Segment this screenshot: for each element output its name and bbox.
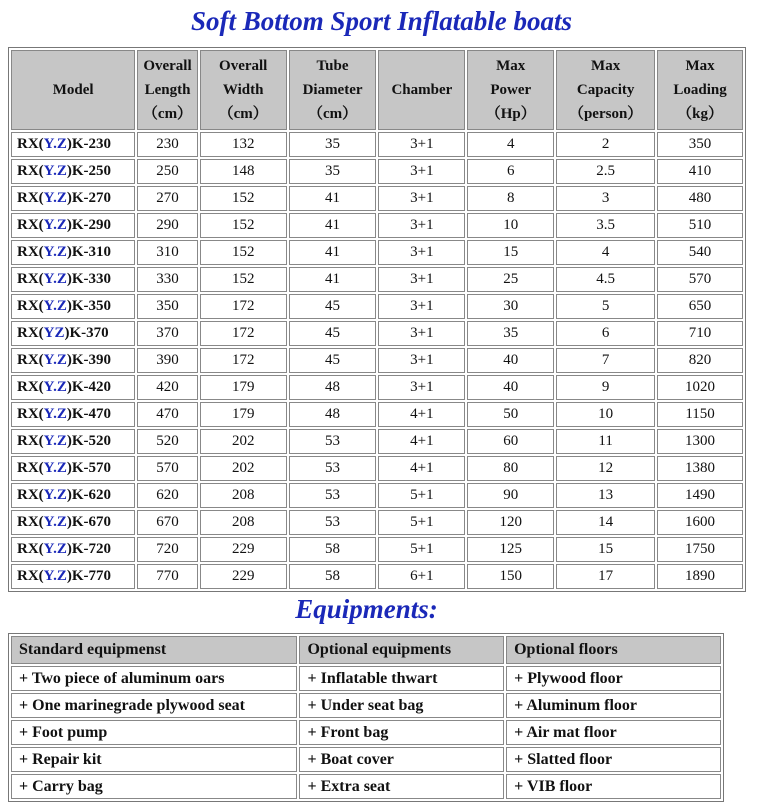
tube-cell: 53 [289,510,377,535]
table-row [11,213,743,238]
table-row [11,747,721,772]
table-row [11,483,743,508]
tube-cell: 48 [289,402,377,427]
capacity-cell: 17 [556,564,655,589]
equipments-table [8,633,724,802]
chamber-cell: 3+1 [378,348,465,373]
capacity-cell: 2 [556,132,655,157]
chamber-cell: 5+1 [378,483,465,508]
tube-cell: 35 [289,132,377,157]
power-cell: 40 [467,375,554,400]
table-row [11,267,743,292]
power-cell: 35 [467,321,554,346]
model-cell: RX(Y.Z)K-770 [11,564,135,589]
loading-cell: 1380 [657,456,743,481]
model-cell: RX(Y.Z)K-270 [11,186,135,211]
table-row [11,456,743,481]
tube-cell: 41 [289,267,377,292]
loading-cell: 1490 [657,483,743,508]
chamber-cell: 5+1 [378,537,465,562]
page-title: Soft Bottom Sport Inflatable boats [190,6,573,36]
chamber-cell: 3+1 [378,267,465,292]
power-cell: 15 [467,240,554,265]
power-cell: 50 [467,402,554,427]
standard-item: + Foot pump [11,720,297,745]
chamber-cell: 5+1 [378,510,465,535]
optional-item: + Front bag [299,720,504,745]
length-cell: 370 [137,321,198,346]
model-cell: RX(Y.Z)K-420 [11,375,135,400]
table-row [11,159,743,184]
standard-item: + One marinegrade plywood seat [11,693,297,718]
loading-cell: 650 [657,294,743,319]
loading-cell: 1750 [657,537,743,562]
tube-cell: 35 [289,159,377,184]
model-cell: RX(Y.Z)K-330 [11,267,135,292]
tube-cell: 58 [289,537,377,562]
spec-table-body [11,132,743,589]
length-cell: 330 [137,267,198,292]
length-cell: 570 [137,456,198,481]
capacity-cell: 10 [556,402,655,427]
spec-table [8,47,746,592]
loading-cell: 510 [657,213,743,238]
length-cell: 350 [137,294,198,319]
width-cell: 152 [200,240,287,265]
spec-header-row [11,50,743,130]
length-cell: 720 [137,537,198,562]
equip-header-floors: Optional floors [506,636,721,664]
length-cell: 270 [137,186,198,211]
power-cell: 90 [467,483,554,508]
equip-header-standard: Standard equipmenst [11,636,297,664]
loading-cell: 820 [657,348,743,373]
chamber-cell: 3+1 [378,132,465,157]
loading-cell: 410 [657,159,743,184]
power-cell: 80 [467,456,554,481]
width-cell: 152 [200,267,287,292]
table-row [11,774,721,799]
width-cell: 208 [200,483,287,508]
loading-cell: 710 [657,321,743,346]
width-cell: 148 [200,159,287,184]
chamber-cell: 3+1 [378,186,465,211]
width-cell: 172 [200,294,287,319]
length-cell: 470 [137,402,198,427]
header-tube: Tube Diameter （cm） [289,50,377,130]
model-cell: RX(YZ)K-370 [11,321,135,346]
floor-item: + Slatted floor [506,747,721,772]
loading-cell: 1300 [657,429,743,454]
loading-cell: 350 [657,132,743,157]
length-cell: 620 [137,483,198,508]
capacity-cell: 15 [556,537,655,562]
optional-item: + Under seat bag [299,693,504,718]
optional-item: + Inflatable thwart [299,666,504,691]
model-cell: RX(Y.Z)K-670 [11,510,135,535]
width-cell: 229 [200,537,287,562]
width-cell: 179 [200,402,287,427]
capacity-cell: 5 [556,294,655,319]
loading-cell: 1020 [657,375,743,400]
table-row [11,666,721,691]
width-cell: 172 [200,348,287,373]
width-cell: 179 [200,375,287,400]
length-cell: 770 [137,564,198,589]
tube-cell: 41 [289,240,377,265]
length-cell: 670 [137,510,198,535]
table-row [11,348,743,373]
table-row [11,429,743,454]
power-cell: 25 [467,267,554,292]
power-cell: 4 [467,132,554,157]
model-cell: RX(Y.Z)K-350 [11,294,135,319]
width-cell: 208 [200,510,287,535]
width-cell: 132 [200,132,287,157]
standard-item: + Two piece of aluminum oars [11,666,297,691]
equipments-title: Equipments: [295,594,438,624]
tube-cell: 45 [289,294,377,319]
table-row [11,321,743,346]
header-loading: Max Loading （kg） [657,50,743,130]
model-cell: RX(Y.Z)K-390 [11,348,135,373]
capacity-cell: 4 [556,240,655,265]
power-cell: 40 [467,348,554,373]
chamber-cell: 3+1 [378,213,465,238]
width-cell: 229 [200,564,287,589]
chamber-cell: 4+1 [378,402,465,427]
width-cell: 152 [200,186,287,211]
tube-cell: 53 [289,483,377,508]
tube-cell: 41 [289,186,377,211]
chamber-cell: 3+1 [378,321,465,346]
tube-cell: 53 [289,429,377,454]
capacity-cell: 9 [556,375,655,400]
model-cell: RX(Y.Z)K-310 [11,240,135,265]
tube-cell: 45 [289,321,377,346]
tube-cell: 41 [289,213,377,238]
loading-cell: 1150 [657,402,743,427]
length-cell: 520 [137,429,198,454]
model-cell: RX(Y.Z)K-720 [11,537,135,562]
tube-cell: 48 [289,375,377,400]
table-row [11,537,743,562]
table-row [11,132,743,157]
width-cell: 152 [200,213,287,238]
standard-item: + Repair kit [11,747,297,772]
capacity-cell: 2.5 [556,159,655,184]
length-cell: 390 [137,348,198,373]
loading-cell: 1600 [657,510,743,535]
chamber-cell: 3+1 [378,240,465,265]
header-width: Overall Width （cm） [200,50,287,130]
chamber-cell: 4+1 [378,456,465,481]
chamber-cell: 3+1 [378,375,465,400]
power-cell: 120 [467,510,554,535]
floor-item: + Aluminum floor [506,693,721,718]
capacity-cell: 12 [556,456,655,481]
power-cell: 150 [467,564,554,589]
chamber-cell: 3+1 [378,159,465,184]
capacity-cell: 4.5 [556,267,655,292]
optional-item: + Boat cover [299,747,504,772]
table-row [11,564,743,589]
width-cell: 202 [200,456,287,481]
header-capacity: Max Capacity （person） [556,50,655,130]
header-model: Model [11,50,135,130]
table-row [11,375,743,400]
table-row [11,186,743,211]
chamber-cell: 6+1 [378,564,465,589]
floor-item: + Air mat floor [506,720,721,745]
equipments-header-row [11,636,721,664]
model-cell: RX(Y.Z)K-570 [11,456,135,481]
floor-item: + Plywood floor [506,666,721,691]
length-cell: 290 [137,213,198,238]
header-chamber: Chamber [378,50,465,130]
model-cell: RX(Y.Z)K-620 [11,483,135,508]
table-row [11,693,721,718]
width-cell: 202 [200,429,287,454]
tube-cell: 58 [289,564,377,589]
model-cell: RX(Y.Z)K-230 [11,132,135,157]
model-cell: RX(Y.Z)K-290 [11,213,135,238]
loading-cell: 480 [657,186,743,211]
capacity-cell: 13 [556,483,655,508]
power-cell: 30 [467,294,554,319]
chamber-cell: 3+1 [378,294,465,319]
floor-item: + VIB floor [506,774,721,799]
width-cell: 172 [200,321,287,346]
model-cell: RX(Y.Z)K-250 [11,159,135,184]
power-cell: 6 [467,159,554,184]
power-cell: 8 [467,186,554,211]
chamber-cell: 4+1 [378,429,465,454]
optional-item: + Extra seat [299,774,504,799]
length-cell: 420 [137,375,198,400]
tube-cell: 53 [289,456,377,481]
loading-cell: 540 [657,240,743,265]
capacity-cell: 3 [556,186,655,211]
length-cell: 250 [137,159,198,184]
capacity-cell: 7 [556,348,655,373]
loading-cell: 1890 [657,564,743,589]
table-row [11,294,743,319]
standard-item: + Carry bag [11,774,297,799]
equipments-table-body [11,666,721,799]
capacity-cell: 6 [556,321,655,346]
power-cell: 60 [467,429,554,454]
table-row [11,402,743,427]
table-row [11,240,743,265]
length-cell: 230 [137,132,198,157]
length-cell: 310 [137,240,198,265]
capacity-cell: 3.5 [556,213,655,238]
capacity-cell: 14 [556,510,655,535]
header-power: Max Power （Hp） [467,50,554,130]
power-cell: 10 [467,213,554,238]
equip-header-optional: Optional equipments [299,636,504,664]
tube-cell: 45 [289,348,377,373]
table-row [11,720,721,745]
model-cell: RX(Y.Z)K-520 [11,429,135,454]
table-row [11,510,743,535]
loading-cell: 570 [657,267,743,292]
model-cell: RX(Y.Z)K-470 [11,402,135,427]
power-cell: 125 [467,537,554,562]
capacity-cell: 11 [556,429,655,454]
header-length: Overall Length （cm） [137,50,198,130]
